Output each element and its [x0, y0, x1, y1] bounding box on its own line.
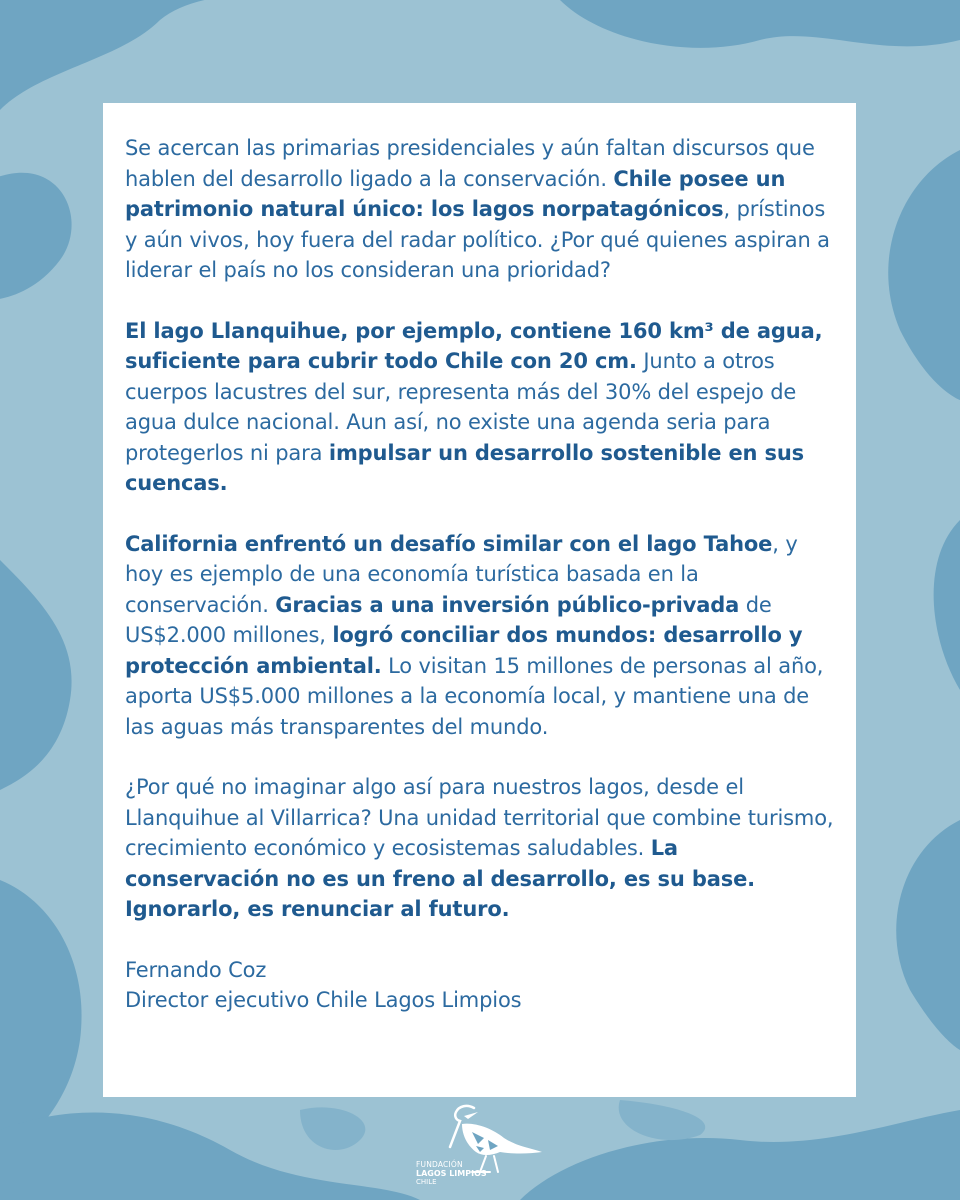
- p3-bold-c: Gracias a una inversión público-privada: [275, 592, 740, 617]
- p3-text-f: Lo visitan 15 millones de personas al año, aporta US$5.000 millones a la economía local, y mantiene una de las aguas más transparentes del mundo.: [125, 653, 824, 739]
- bg-shape: [888, 150, 960, 400]
- bg-shape: [0, 0, 300, 110]
- p2-bold-c: impulsar un desarrollo sostenible en sus cuencas.: [125, 440, 805, 495]
- p1-text-a: Se acercan las primarias presidenciales y aún faltan discursos que hablen del desarrollo ligado a la conservación.: [125, 136, 815, 191]
- signature-role: Director ejecutivo Chile Lagos Limpios: [125, 988, 522, 1012]
- letter-card: [103, 103, 856, 1097]
- p3-text-b: , y hoy es ejemplo de una economía turística basada en la conservación.: [125, 531, 798, 617]
- signature: [125, 955, 834, 1016]
- paragraph-2: [125, 316, 834, 499]
- p2-text-b: Junto a otros cuerpos lacustres del sur, representa más del 30% del espejo de agua dulce nacional. Aun así, no existe una agenda seria para protegerlos ni para: [125, 349, 797, 465]
- bg-shape: [0, 173, 72, 300]
- bg-shape: [300, 1107, 365, 1150]
- p1-bold-b: Chile posee un patrimonio natural único: los lagos norpatagónicos: [125, 166, 786, 221]
- bg-shape: [619, 1100, 705, 1140]
- p3-bold-e: logró conciliar dos mundos: desarrollo y protección ambiental.: [125, 623, 803, 678]
- p4-text-a: ¿Por qué no imaginar algo así para nuestros lagos, desde el Llanquihue al Villarrica? Una unidad territorial que combine turismo, crecimiento económico y ecosistemas saludables.: [125, 775, 834, 860]
- signature-name: Fernando Coz: [125, 957, 267, 982]
- logo-line-2: LAGOS LIMPIOS: [416, 1169, 487, 1178]
- bg-shape: [520, 1110, 960, 1200]
- bg-shape: [0, 560, 72, 790]
- p2-bold-a: El lago Llanquihue, por ejemplo, contiene 160 km³ de agua, suficiente para cubrir todo Chile con 20 cm.: [125, 318, 823, 373]
- bg-shape: [934, 520, 960, 690]
- p4-bold-b: La conservación no es un freno al desarrollo, es su base. Ignorarlo, es renunciar al futuro.: [125, 836, 756, 921]
- logo-wordmark: [416, 1160, 487, 1187]
- p3-bold-a: California enfrentó un desafío similar con el lago Tahoe: [125, 531, 773, 556]
- p1-text-c: , prístinos y aún vivos, hoy fuera del radar político. ¿Por qué quienes aspiran a liderar el país no los consideran una prioridad?: [125, 197, 830, 282]
- paragraph-3: [125, 529, 834, 743]
- paragraph-4: [125, 772, 834, 925]
- logo-line-1: FUNDACIÓN: [416, 1160, 463, 1169]
- bg-shape: [896, 820, 960, 1050]
- logo-line-3: CHILE: [416, 1178, 437, 1186]
- paragraph-1: [125, 133, 834, 286]
- bg-shape: [560, 0, 960, 48]
- p3-text-d: de US$2.000 millones,: [125, 592, 772, 647]
